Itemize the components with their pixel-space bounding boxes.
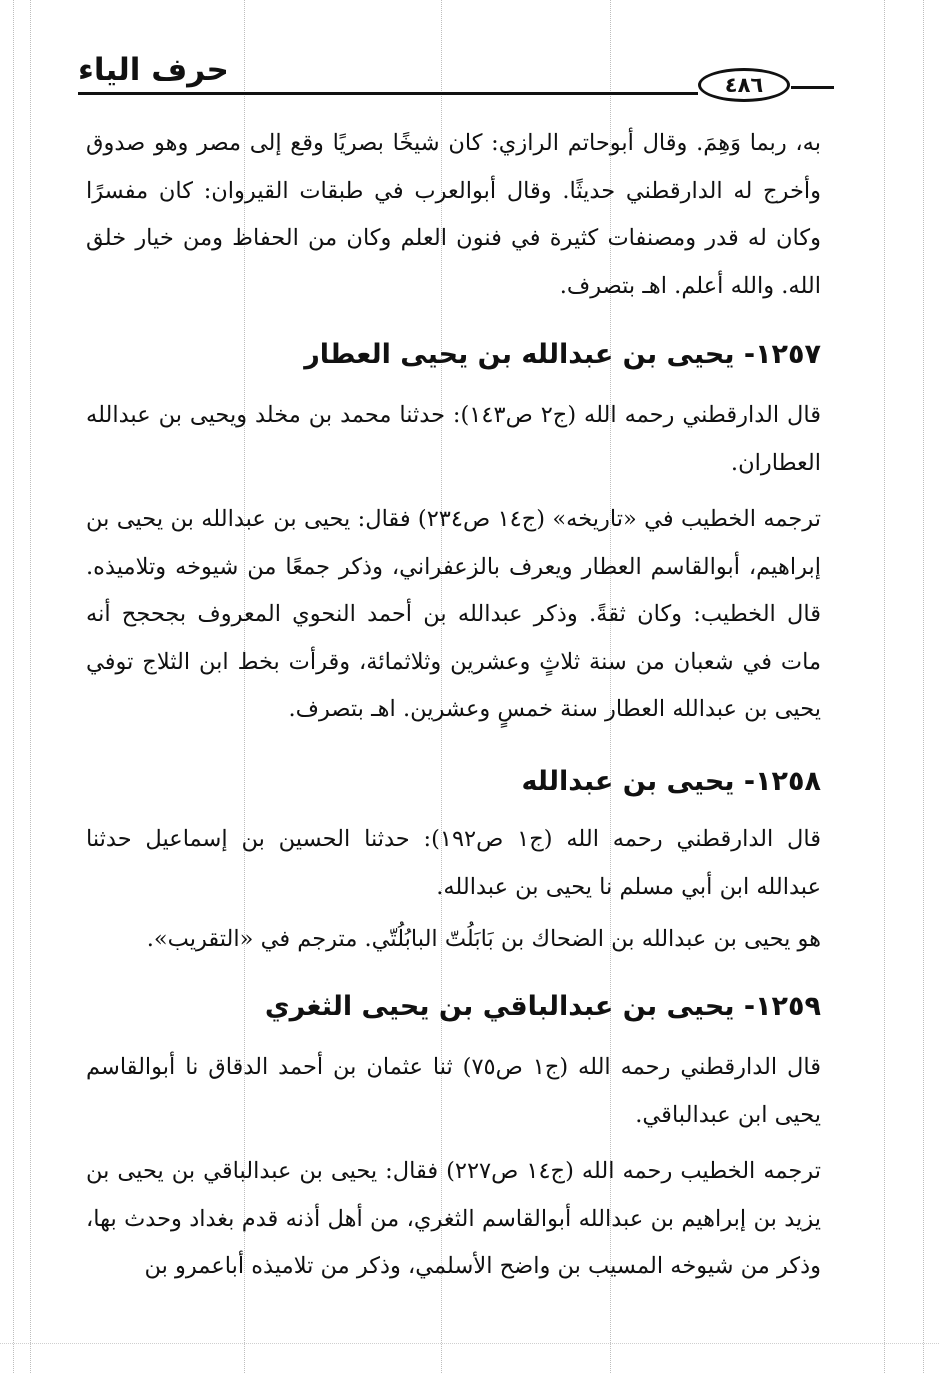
header-rule (78, 92, 698, 95)
entry-heading (86, 333, 821, 377)
entry-1259 (86, 985, 821, 1029)
entry-1258-body (86, 816, 821, 911)
entry-paragraph: ترجمه الخطيب في «تاريخه» (ج١٤ ص٢٣٤) فقال: يحيى بن عبدالله بن يحيى بن إبراهيم، أبوالقاسم العطار ويعرف بالزعفراني، وذكر جمعًا من شيوخه وتلاميذه. قال الخطيب: وكان ثقةً. وذكر عبدالله بن أحمد النحوي المعروف بجحجح أنه مات في شعبان من سنة ثلاثٍ وعشرين وثلاثمائة، وقرأت بخط ابن الثلاج توفي يحيى بن عبدالله العطار سنة خمسٍ وعشرين. اهـ بتصرف. (86, 506, 821, 722)
entry-heading (86, 985, 821, 1029)
scan-guide-line (0, 1343, 939, 1344)
scan-guide-line (13, 0, 14, 1373)
entry-paragraph: قال الدارقطني رحمه الله (ج١ ص١٩٢): حدثنا الحسين بن إسماعيل حدثنا عبدالله ابن أبي مسلم نا يحيى بن عبدالله. (86, 826, 822, 900)
entry-number: ١٢٥٨ (755, 766, 821, 797)
entry-1259-body-2 (86, 1148, 821, 1291)
intro-paragraph: به، ربما وَهِمَ. وقال أبوحاتم الرازي: كان شيخًا بصريًا وقع إلى مصر وهو صدوق وأخرج له الدارقطني حديثًا. وقال أبوالعرب في طبقات القيروان: كان مفسرًا وكان له قدر ومصنفات كثيرة في فنون العلم وكان من الحفاظ ومن خيار خلق الله. والله أعلم. اهـ بتصرف. (86, 130, 821, 299)
entry-separator: - (734, 991, 756, 1022)
entry-name: يحيى بن عبدالله (521, 766, 735, 797)
entry-1257-body-2 (86, 496, 821, 734)
entry-heading (86, 760, 821, 804)
page-number: ٤٨٦ (698, 68, 790, 102)
scan-guide-line (884, 0, 885, 1373)
entry-1258 (86, 760, 821, 804)
page-header (78, 50, 834, 102)
entry-number: ١٢٥٧ (755, 339, 821, 370)
scan-guide-line (923, 0, 924, 1373)
entry-paragraph: قال الدارقطني رحمه الله (ج٢ ص١٤٣): حدثنا محمد بن مخلد ويحيى بن عبدالله العطاران. (86, 402, 822, 476)
entry-paragraph: ترجمه الخطيب رحمه الله (ج١٤ ص٢٢٧) فقال: يحيى بن عبدالباقي بن يحيى بن يزيد بن إبراهيم بن عبدالله أبوالقاسم الثغري، من أهل أذنه قدم بغداد وحدث بها، وذكر من شيوخه المسيب بن واضح الأسلمي، وذكر من تلاميذه أباعمرو بن (86, 1158, 821, 1279)
entry-1257-body (86, 392, 821, 487)
entry-paragraph: هو يحيى بن عبدالله بن الضحاك بن بَابَلُتّ البابُلُتّي. مترجم في «التقريب». (146, 926, 821, 952)
entry-separator: - (734, 339, 756, 370)
entry-name: يحيى بن عبدالله بن يحيى العطار (304, 339, 735, 370)
entry-1258-body-2 (86, 916, 821, 964)
scan-guide-line (30, 0, 31, 1373)
entry-name: يحيى بن عبدالباقي بن يحيى الثغري (264, 991, 735, 1022)
entry-1259-body (86, 1044, 821, 1139)
entry-separator: - (734, 766, 756, 797)
running-title: حرف الياء (78, 52, 229, 88)
intro-block (86, 120, 821, 310)
entry-1257 (86, 333, 821, 377)
entry-paragraph: قال الدارقطني رحمه الله (ج١ ص٧٥) ثنا عثمان بن أحمد الدقاق نا أبوالقاسم يحيى ابن عبدالباقي. (86, 1054, 822, 1128)
entry-number: ١٢٥٩ (755, 991, 821, 1022)
header-rule (791, 86, 834, 89)
